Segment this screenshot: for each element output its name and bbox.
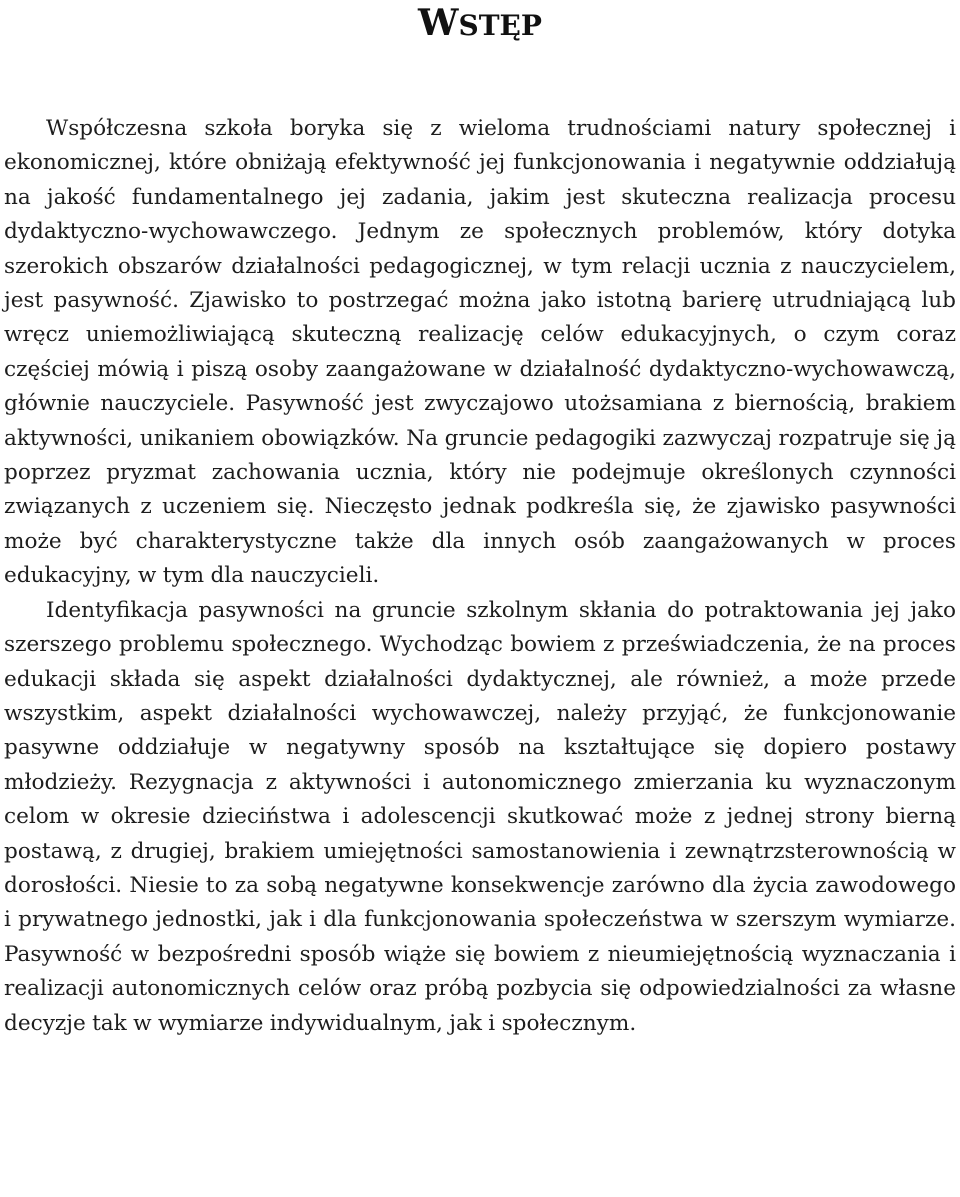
title-rest: STĘP: [458, 9, 542, 42]
page-title: [4, 0, 956, 48]
paragraph-2: Identyfikacja pasywności na gruncie szkolnym skłania do potraktowania jej jako szerszego problemu społecznego. Wychodząc bowiem z przeświadczenia, że na proces edukacji składa się aspekt działalności dydaktycznej, ale również, a może przede wszystkim, aspekt działalności wychowawczej, należy przyjąć, że funkcjonowanie pasywne oddziałuje w negatywny sposób na kształtujące się dopiero postawy młodzieży. Rezygnacja z aktywności i autonomicznego zmierzania ku wyznaczonym celom w okresie dzieciństwa i adolescencji skutkować może z jednej strony bierną postawą, z drugiej, brakiem umiejętności samostanowienia i zewnątrzsterownością w dorosłości. Niesie to za sobą negatywne konsekwencje zarówno dla życia zawodowego i prywatnego jednostki, jak i dla funkcjonowania społeczeństwa w szerszym wymiarze. Pasywność w bezpośredni sposób wiąże się bowiem z nieumiejętnością wyznaczania i realizacji autonomicznych celów oraz próbą pozbycia się odpowiedzialności za własne decyzje tak w wymiarze indywidualnym, jak i społecznym.: [4, 597, 956, 1036]
title-initial: W: [418, 2, 459, 44]
body-text: [4, 112, 956, 1041]
paragraph-1: Współczesna szkoła boryka się z wieloma trudnościami natury społecznej i ekonomicznej, które obniżają efektywność jej funkcjonowania i negatywnie oddziałują na jakość fundamentalnego jej zadania, jakim jest skuteczna realizacja procesu dydaktyczno-wychowawczego. Jednym ze społecznych problemów, który dotyka szerokich obszarów działalności pedagogicznej, w tym relacji ucznia z nauczycielem, jest pasywność. Zjawisko to postrzegać można jako istotną barierę utrudniającą lub wręcz uniemożliwiającą skuteczną realizację celów edukacyjnych, o czym coraz częściej mówią i piszą osoby zaangażowane w działalność dydaktyczno-wychowawczą, głównie nauczyciele. Pasywność jest zwyczajowo utożsamiana z biernością, brakiem aktywności, unikaniem obowiązków. Na gruncie pedagogiki zazwyczaj rozpatruje się ją poprzez pryzmat zachowania ucznia, który nie podejmuje określonych czynności związanych z uczeniem się. Nieczęsto jednak podkreśla się, że zjawisko pasywności może być charakterystyczne także dla innych osób zaangażowanych w proces edukacyjny, w tym dla nauczycieli.: [4, 116, 956, 589]
